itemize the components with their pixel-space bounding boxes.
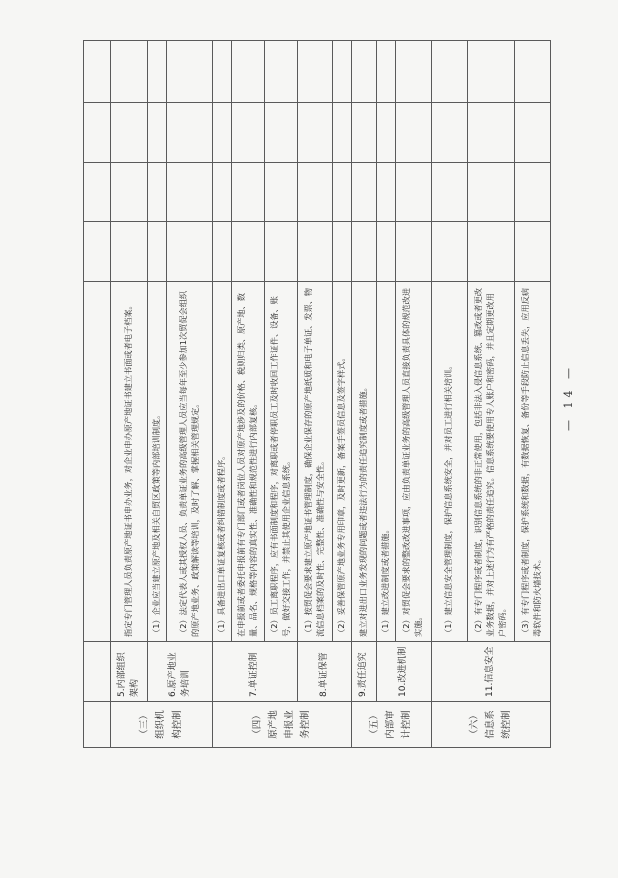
blank-cell [84, 163, 111, 222]
blank-cell [395, 41, 431, 103]
blank-cell [264, 163, 297, 222]
table-row [84, 41, 111, 748]
blank-cell [467, 41, 514, 103]
blank-cell [231, 103, 264, 163]
category-cell: （四）原产地申报业务控制 [213, 702, 352, 748]
category-cell: （三）组织机构控制 [111, 702, 213, 748]
blank-cell [167, 103, 213, 163]
blank-cell [514, 163, 550, 222]
table-row [395, 41, 431, 748]
blank-cell [332, 41, 351, 103]
table-row [297, 41, 332, 748]
item-cell: 6.原产地业务培训 [148, 642, 213, 702]
item-cell: 8.单证保管 [297, 642, 351, 702]
blank-cell [376, 103, 395, 163]
blank-cell [167, 163, 213, 222]
blank-cell [111, 103, 148, 163]
blank-cell [111, 163, 148, 222]
blank-cell [148, 41, 167, 103]
table-row [351, 41, 376, 748]
blank-cell [111, 222, 148, 282]
blank-cell [514, 222, 550, 282]
item-cell [84, 642, 111, 702]
blank-cell [231, 41, 264, 103]
table-row [514, 41, 550, 748]
blank-cell [332, 103, 351, 163]
blank-cell [231, 163, 264, 222]
requirement-cell: 指定专门管理人员负责原产地证书申办业务，对企业申办原产地证书建立书面或者电子档案。 [111, 282, 148, 642]
requirement-cell: （2）妥善保管原产地业务专用印章，及时更新，备案手签员信息及签字样式。 [332, 282, 351, 642]
requirement-cell: （2）有专门程序或者制度，识别信息系统的非正常使用，包括非法入侵信息系统、篡改或者更改业务数据，并对上述行为有严格的责任追究。信息系统要使用专人账户和密码，并且定期更改用户密码。 [467, 282, 514, 642]
blank-cell [351, 163, 376, 222]
blank-cell [148, 222, 167, 282]
blank-cell [351, 103, 376, 163]
table-row [111, 41, 148, 748]
requirement-cell: （2）法定代表人或其授权人员、负责单证业务的高级管理人员应当每年至少参加1次贸促会组织的原产地业务、政策解读等培训，及时了解、掌握相关管理规定。 [167, 282, 213, 642]
blank-cell [84, 103, 111, 163]
blank-cell [264, 222, 297, 282]
item-cell: 7.单证控制 [213, 642, 298, 702]
requirement-cell: （2）对贸促会要求的整改改进事项，应由负责单证业务的高级管理人员直接负责具体的规范改进实施。 [395, 282, 431, 642]
blank-cell [376, 41, 395, 103]
blank-cell [167, 222, 213, 282]
blank-cell [431, 163, 467, 222]
table-row [332, 41, 351, 748]
blank-cell [514, 41, 550, 103]
blank-cell [264, 103, 297, 163]
requirement-cell: （3）有专门程序或者制度，保护系统和数据，有数据恢复、备份等手段防止信息丢失，应用反病毒软件和防火墙技术。 [514, 282, 550, 642]
requirement-cell: （1）建立信息安全管理制度，保护信息系统安全，并对员工进行相关培训。 [431, 282, 467, 642]
category-cell: （六）信息系统控制 [431, 702, 550, 748]
blank-cell [297, 163, 332, 222]
blank-cell [395, 163, 431, 222]
requirement-cell: 建立对进出口业务发现的问题或者违法行为的责任追究制度或者措施。 [351, 282, 376, 642]
page-number: — 14 — [562, 364, 575, 431]
blank-cell [332, 163, 351, 222]
blank-cell [213, 222, 232, 282]
blank-cell [395, 103, 431, 163]
blank-cell [351, 222, 376, 282]
blank-cell [167, 41, 213, 103]
blank-cell [376, 222, 395, 282]
blank-cell [264, 41, 297, 103]
blank-cell [111, 41, 148, 103]
requirement-cell: 在申报前或者委托申报前有专门部门或者岗位人员对原产地涉及的价格、税则归类、原产地、数量、品名、规格等内容的真实性、准确性和规范性进行内部复核。 [231, 282, 264, 642]
blank-cell [431, 41, 467, 103]
table-row [467, 41, 514, 748]
blank-cell [297, 103, 332, 163]
blank-cell [84, 41, 111, 103]
blank-cell [297, 41, 332, 103]
requirement-cell [84, 282, 111, 642]
blank-cell [297, 222, 332, 282]
table-row [431, 41, 467, 748]
requirement-cell: （2）员工离职程序，应有书面制度和程序，对离职或者停职员工及时收回工作证件、设备、账号，做好交接工作，并禁止其使用企业信息系统。 [264, 282, 297, 642]
category-cell [84, 702, 111, 748]
blank-cell [213, 163, 232, 222]
blank-cell [213, 103, 232, 163]
requirement-cell: （1）具备进出口单证复核或者纠错制度或者程序。 [213, 282, 232, 642]
requirement-cell: （1）企业应当建立原产地及相关自贸区政策等内部培训制度。 [148, 282, 167, 642]
category-cell: （五）内部审计控制 [351, 702, 431, 748]
blank-cell [332, 222, 351, 282]
table-row [376, 41, 395, 748]
table-row [231, 41, 264, 748]
blank-cell [231, 222, 264, 282]
blank-cell [431, 222, 467, 282]
blank-cell [467, 222, 514, 282]
table-row [167, 41, 213, 748]
blank-cell [395, 222, 431, 282]
control-standards-table [83, 40, 551, 748]
item-cell: 9.责任追究 [351, 642, 376, 702]
blank-cell [514, 103, 550, 163]
blank-cell [213, 41, 232, 103]
table-row [213, 41, 232, 748]
item-cell: 5.内部组织架构 [111, 642, 148, 702]
blank-cell [467, 103, 514, 163]
table-row [264, 41, 297, 748]
blank-cell [148, 103, 167, 163]
blank-cell [467, 163, 514, 222]
blank-cell [351, 41, 376, 103]
item-cell: 11.信息安全 [431, 642, 550, 702]
blank-cell [148, 163, 167, 222]
requirement-cell: （1）按贸促会要求建立原产地证书管理制度，确保企业保存的原产地纸质和电子单证、发票、物流信息档案的及时性、完整性、准确性与安全性。 [297, 282, 332, 642]
requirement-cell: （1）建立改进制度或者措施。 [376, 282, 395, 642]
blank-cell [431, 103, 467, 163]
blank-cell [84, 222, 111, 282]
table-row [148, 41, 167, 748]
blank-cell [376, 163, 395, 222]
item-cell: 10.改进机制 [376, 642, 431, 702]
